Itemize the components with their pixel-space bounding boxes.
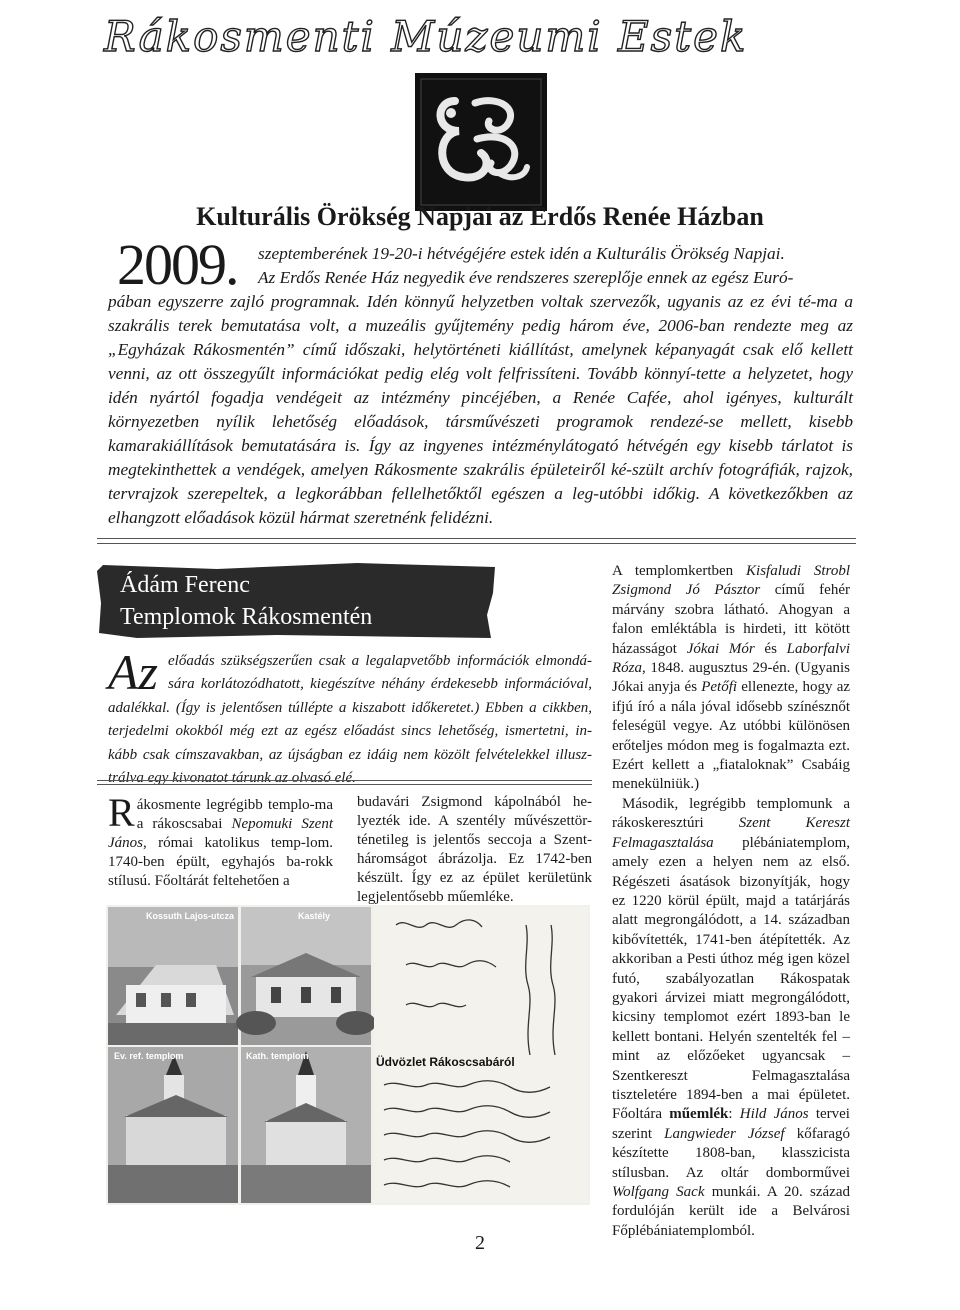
text-run: ellenezte, hogy az ifjú író a nála jóval idősebb színésznőt feleségül vegye. Az utóbbi különösen erőteljes módon meg is fogalmazta ezt. Ezért kellett a „fiataloknak” Csabáig menekülniük.) xyxy=(612,679,851,793)
text-run: Laborfalvi Róza xyxy=(612,640,850,677)
text-run: műemlék xyxy=(669,1106,729,1123)
section-divider xyxy=(97,538,856,544)
page-number: 2 xyxy=(475,1232,485,1254)
text-run: Hild János xyxy=(739,1106,809,1123)
text-run: Jókai Mór xyxy=(686,640,755,657)
intro-line-2: Az Erdős Renée Ház negyedik éve rendszeres szereplője ennek az egész Euró- xyxy=(258,268,794,287)
right-col-paragraph-1 xyxy=(612,562,850,795)
postcard-label-kossuth: Kossuth Lajos-utcza xyxy=(146,911,235,921)
article-lead xyxy=(108,650,592,790)
article-author: Ádám Ferenc xyxy=(120,572,250,598)
right-col-paragraph-2 xyxy=(612,795,850,1241)
article-lead-text: előadás szükségszerűen csak a legalapvetőbb információk elmondá-sára korlátozódhatott, kiegészítve néhány érdekesebb információval, adalékkal. (Így is jelentősen túllépte a kiszabott időkeretet.) Ebben a cikkben, terjedelmi okokból még ezt az egész előadást sincs lehetőség, ismertetni, in-kább csak címszavakban, az újságban ez idáig nem közölt felvételekkel illusz-trálva egy kivonatot tárunk az olvasó elé. xyxy=(108,653,592,787)
lead-initial: Az xyxy=(108,644,158,700)
left-col-text-1: ákosmente legrégibb templo-ma a rákoscsabai xyxy=(136,797,333,832)
text-run: Langwieder József xyxy=(664,1125,785,1142)
header-title: Rákosmenti Múzeumi Estek xyxy=(104,12,748,61)
text-run: munkái. A 20. század fordulóján került ide a Belvárosi Főplébániatemplomból. xyxy=(612,1184,850,1239)
ornamental-letter-logo-icon xyxy=(415,73,547,211)
intro-paragraph: pában egyszerre zajló programnak. Idén könnyű helyzetben voltak szervezők, ugyanis az ez évi té-ma a szakrális terek bemutatása volt, a muzeális gyűjtemény pedig három éve, 2006-ban rendezte meg az „Egyházak Rákosmentén” című időszaki, helytörténeti kiállítást, amelynek képanyagát csak elő kellett venni, az ott összegyűlt információkat pedig elég volt felfrissíteni. Tovább könnyí-tette a helyzetet, hogy idén nyártól fogadja vendégeit az intézmény pincéjében, a Renée Cafée, ahol igényes, kulturált környezetben nyílik lehetőség előadások, társművészeti programok rendezé-se mellett, kisebb kamarakiállítások bemutatására is. Így az ingyenes intézménylátogató hétvégén egy kisebb tárlatot is megtekinthettek a vendégek, amelyen Rákosmente szakrális épületeiről ké-szült archív fotográfiák, rajzok, tervrajzok szerepeltek, a legkorábban fellelhetőktől egészen a leg-utóbbi időkig. A következőkben az elhangzott előadások közül hármat szeretnénk felidézni. xyxy=(108,292,853,527)
text-run: tervei szerint xyxy=(612,1106,850,1142)
article-middle-column: budavári Zsigmond kápolnából he-lyezték ide. A szentély művészettör-ténetileg is jelentős seccoja a Szent-háromságot ábrázolja. Ez 1742-ben készült. Így ez az épület kerületünk legjelentősebb műemléke. xyxy=(357,794,592,905)
postcard-greeting: Üdvözlet Rákoscsabáról xyxy=(376,1055,515,1069)
main-title: Kulturális Örökség Napjai az Erdős Renée Házban xyxy=(196,202,764,231)
text-run: : xyxy=(728,1106,740,1123)
text-run: Második, legrégibb templomunk a rákoskeresztúri xyxy=(612,795,850,832)
text-run: plébániatemplom, amely ezen a helyen nem az első. Régészeti ásatások bizonyítják, hogy ez 1220 körül épült, majd a tatárjárás alatt megrongálódott, a 14. században kibővítették, 1741-ben átépítették. Az akkoriban a Pesti úthoz még igen közel futó, szabályozatlan Rákospatak gyakori árvizei miatt megrongálódott, kicsiny templomot ezért 1893-ban le kellett bontani. Helyén szentelték fel – mint az előzőeket ugyancsak – Szentkereszt Felmagasztalása tiszteletére 1894-ben a mai épületet. Főoltára xyxy=(612,834,850,1123)
text-run: Kisfaludi Strobl Zsigmond Jó Pásztor xyxy=(612,563,850,599)
postcard-label-kath: Kath. templom xyxy=(246,1051,309,1061)
text-run: Szent Kereszt Felmagasztalása xyxy=(612,815,850,851)
article-left-column xyxy=(108,790,333,891)
lead-divider xyxy=(97,780,592,785)
text-run: A templomkertben xyxy=(612,563,747,579)
intro-line-1: szeptemberének 19-20-i hétvégéjére estek idén a Kulturális Örökség Napjai. xyxy=(258,244,785,263)
text-run: Petőfi xyxy=(701,679,738,696)
left-col-text-3: , római katolikus temp-lom. 1740-ben épült, egyhajós ba-rokk stílusú. Főoltárát feltehetően a xyxy=(108,835,333,889)
postcard-label-kastely: Kastély xyxy=(298,911,331,921)
dropcap: R xyxy=(108,790,135,835)
article-right-column xyxy=(612,562,850,1241)
postcard-label-ev-ref: Ev. ref. templom xyxy=(114,1051,184,1061)
text-run: , 1848. augusztus 29-én. (Ugyanis Jókai anyja és xyxy=(612,660,850,696)
text-run: című fehér márvány szobra látható. Ahogyan a falon emléktábla is hirdeti, itt kötött házasságot xyxy=(612,582,850,657)
text-run: és xyxy=(754,640,787,657)
left-col-text-2: Nepomuki Szent János xyxy=(108,816,333,851)
text-run: kőfaragó készítette 1808-ban, klasszicista stílusban. Az oltár domborművei xyxy=(612,1125,850,1181)
article-title: Templomok Rákosmentén xyxy=(120,604,373,630)
postcard-image xyxy=(106,905,590,1205)
text-run: Wolfgang Sack xyxy=(612,1184,705,1200)
intro-year: 2009. xyxy=(117,232,238,297)
